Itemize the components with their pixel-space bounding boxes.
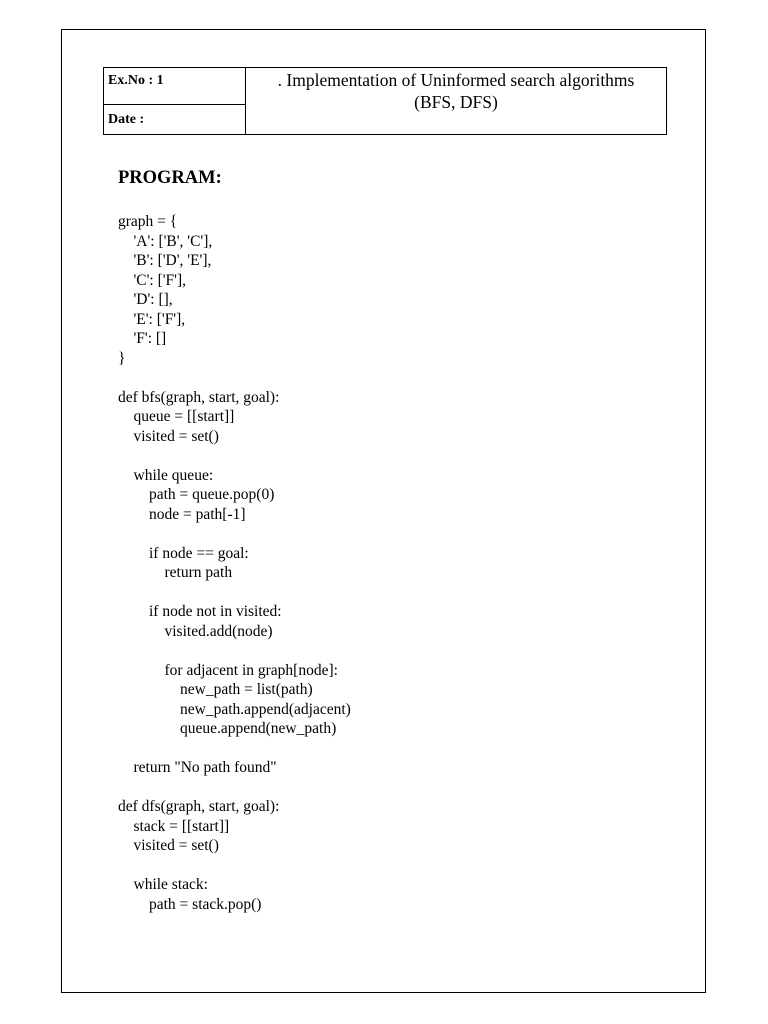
code-line: 'A': ['B', 'C'],	[118, 232, 213, 250]
code-line: def dfs(graph, start, goal):	[118, 798, 280, 815]
code-line	[118, 739, 351, 759]
date-field: Date :	[104, 105, 246, 134]
code-line: 'D': [],	[118, 291, 173, 308]
code-line: stack = [[start]]	[118, 817, 230, 835]
exercise-title	[246, 68, 666, 135]
code-line	[118, 583, 351, 603]
code-line	[118, 368, 351, 388]
title-line-1: . Implementation of Uninformed search algorithms	[277, 70, 635, 90]
code-line	[118, 778, 351, 798]
code-line: visited.add(node)	[118, 622, 273, 640]
code-line: queue = [[start]]	[118, 408, 235, 425]
code-line: node = path[-1]	[118, 505, 246, 523]
code-line: visited = set()	[118, 837, 219, 854]
code-line: }	[118, 349, 126, 367]
code-line: if node == goal:	[118, 544, 249, 562]
code-line: while queue:	[118, 466, 214, 484]
title-line-2: (BFS, DFS)	[414, 92, 498, 112]
code-line: def bfs(graph, start, goal):	[118, 388, 280, 406]
code-line: new_path.append(adjacent)	[118, 700, 351, 718]
program-heading: PROGRAM:	[118, 168, 222, 188]
code-line: 'F': []	[118, 330, 167, 347]
code-line: visited = set()	[118, 427, 219, 445]
code-line	[118, 856, 351, 876]
code-line: return path	[118, 564, 233, 581]
code-line: return "No path found"	[118, 759, 277, 776]
exercise-number: Ex.No : 1	[104, 68, 246, 105]
code-line: while stack:	[118, 876, 208, 893]
code-line: new_path = list(path)	[118, 681, 313, 698]
code-line: for adjacent in graph[node]:	[118, 661, 338, 679]
code-line: 'E': ['F'],	[118, 310, 186, 328]
code-line: queue.append(new_path)	[118, 720, 337, 737]
code-line: if node not in visited:	[118, 603, 282, 620]
code-line	[118, 446, 351, 466]
code-line: 'C': ['F'],	[118, 271, 187, 289]
header-table	[103, 67, 667, 135]
code-block	[118, 212, 351, 914]
code-line: 'B': ['D', 'E'],	[118, 252, 212, 269]
code-line	[118, 524, 351, 544]
code-line: path = stack.pop()	[118, 895, 262, 913]
code-line: path = queue.pop(0)	[118, 486, 275, 503]
code-line: graph = {	[118, 213, 178, 230]
code-line	[118, 641, 351, 661]
